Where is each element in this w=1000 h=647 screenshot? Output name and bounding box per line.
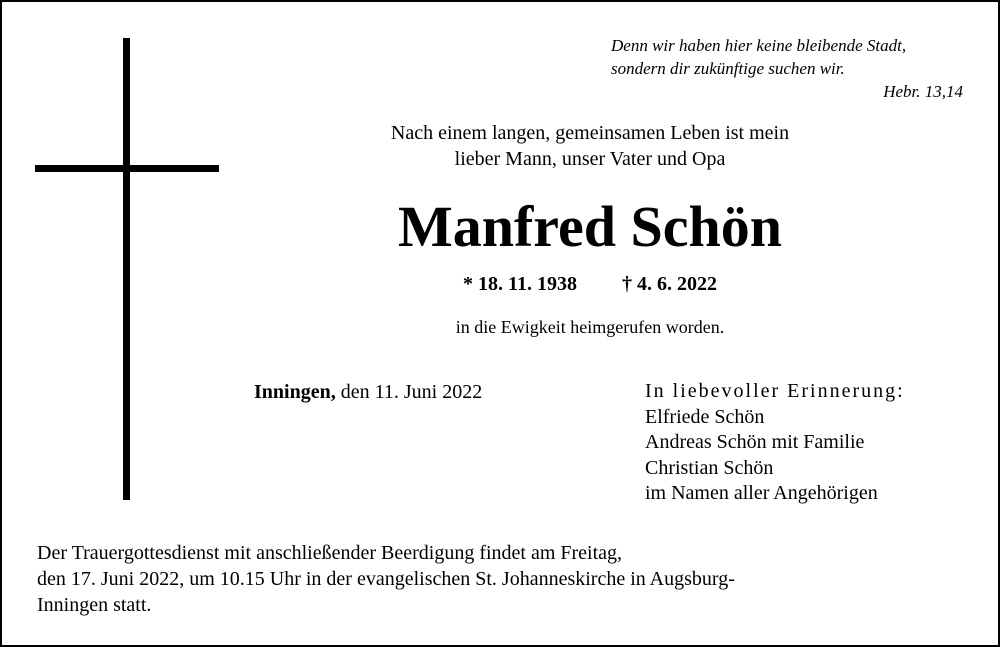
bible-verse (543, 34, 963, 103)
birth-date: * 18. 11. 1938 (463, 273, 577, 295)
verse-reference: Hebr. 13,14 (883, 82, 963, 101)
mourners-list (645, 379, 905, 507)
verse-line-1: Denn wir haben hier keine bleibende Stadt, (611, 36, 907, 55)
deceased-name: Manfred Schön (397, 194, 783, 259)
mourner-name: Andreas Schön mit Familie (645, 431, 865, 453)
place-date-text: den 11. Juni 2022 (340, 381, 483, 403)
place-town: Inningen, (254, 381, 336, 403)
mourner-name: Elfriede Schön (645, 405, 765, 428)
service-line-3: Inningen statt. (37, 594, 152, 616)
service-line-1: Der Trauergottesdienst mit anschließender Beerdigung findet am Freitag, (37, 542, 623, 564)
death-date: † 4. 6. 2022 (621, 273, 717, 295)
verse-line-2: sondern dir zukünftige suchen wir. (611, 59, 845, 78)
eternity-text: in die Ewigkeit heimgerufen worden. (455, 317, 725, 337)
intro-line-1: Nach einem langen, gemeinsamen Leben ist mein (390, 122, 790, 144)
service-line-2: den 17. Juni 2022, um 10.15 Uhr in der evangelischen St. Johanneskirche in Augsburg- (37, 568, 735, 590)
place-date (254, 379, 482, 405)
funeral-service-info (37, 540, 957, 618)
mourner-name: Christian Schön (645, 456, 774, 479)
intro-text (290, 120, 890, 172)
intro-line-2: lieber Mann, unser Vater und Opa (454, 148, 726, 170)
mourners-heading: In liebevoller Erinnerung: (645, 380, 905, 402)
mourner-name: im Namen aller Angehörigen (645, 482, 878, 504)
life-dates (290, 271, 890, 297)
